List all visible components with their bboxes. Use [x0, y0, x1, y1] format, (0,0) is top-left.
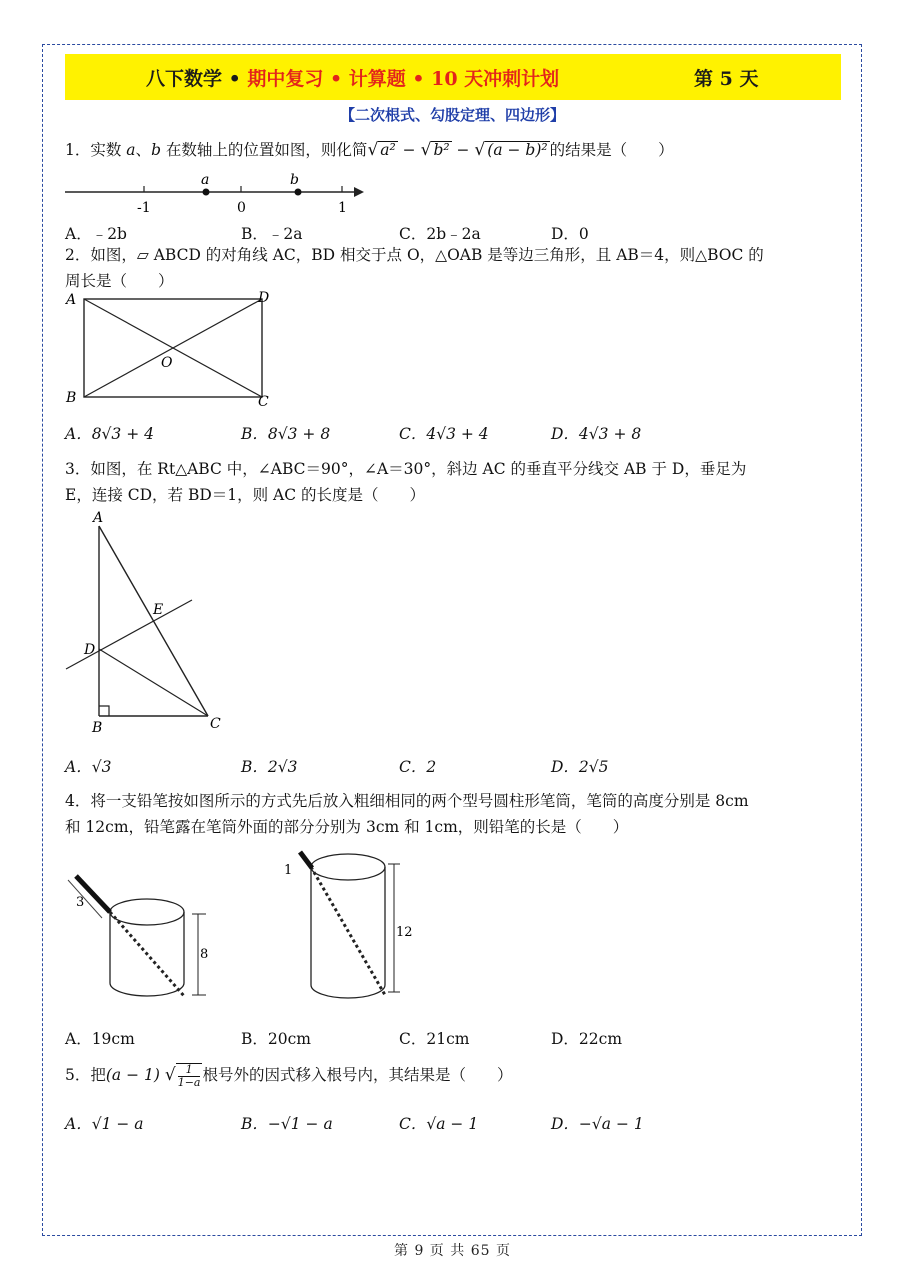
option-a[interactable]: A．﹣2b [65, 225, 127, 243]
vertex-label: D [258, 290, 270, 306]
holder-height: 12 [396, 925, 413, 940]
option-b[interactable]: B．2√3 [241, 758, 298, 776]
holder-height: 8 [200, 947, 209, 962]
vertex-label: B [92, 720, 103, 736]
option-a[interactable]: A．√1 − a [65, 1115, 144, 1133]
cylinder-12 [284, 852, 413, 998]
question-2-options [65, 422, 845, 446]
point-a [203, 189, 210, 196]
option-d[interactable]: D．0 [551, 225, 589, 243]
vertex-label: C [210, 716, 221, 732]
cylinder-8 [68, 876, 208, 996]
option-b[interactable]: B．20cm [241, 1030, 311, 1048]
vertex-label: D [84, 642, 96, 658]
option-b[interactable]: B．﹣2a [241, 225, 303, 243]
title-subject: 八下数学 • [146, 68, 248, 90]
question-5-stem: 5．把(a − 1) √ $\frac{1}{1-a}$ 根号外的因式移入根号内，其结果是（ ） [65, 1063, 513, 1089]
question-4-stem: 4．将一支铅笔按如图所示的方式先后放入粗细相同的两个型号圆柱形笔筒，笔筒的高度分别是 8cm 和 12cm，铅笔露在笔筒外面的部分分别为 3cm 和 1cm，则铅笔的长是（ ） [65, 792, 749, 836]
question-3-options [65, 755, 845, 779]
question-5-options [65, 1112, 845, 1136]
question-4-options [65, 1027, 845, 1051]
option-a[interactable]: A．19cm [65, 1030, 135, 1048]
title-plan: 期中复习 • 计算题 • 10 天冲刺计划 [247, 68, 560, 90]
tick-label: 0 [237, 200, 246, 216]
rectangle-figure [60, 288, 290, 413]
vertex-label: A [66, 292, 77, 308]
vertex-label: O [161, 355, 173, 371]
option-c[interactable]: C．4√3 + 4 [399, 425, 489, 443]
option-d[interactable]: D．2√5 [551, 758, 609, 776]
radicand-1: a² [380, 141, 396, 159]
vertex-label: A [93, 510, 104, 526]
question-3-stem: 3．如图，在 Rt△ABC 中，∠ABC＝90°，∠A＝30°，斜边 AC 的垂直平分线交 AB 于 D，垂足为 E，连接 CD，若 BD＝1，则 AC 的长度是（ ） [65, 460, 747, 504]
question-2-stem: 2．如图，▱ ABCD 的对角线 AC，BD 相交于点 O，△OAB 是等边三角形，且 AB＝4，则△BOC 的 周长是（ ） [65, 246, 764, 290]
point-label: a [201, 172, 210, 188]
radicand-3: (a − b)² [487, 141, 548, 159]
number-line-figure [60, 168, 370, 220]
exposed-length: 3 [76, 895, 85, 910]
pencil-holders-figure [60, 840, 440, 1020]
option-c[interactable]: C．2b﹣2a [399, 225, 481, 243]
option-c[interactable]: C．√a − 1 [399, 1115, 479, 1133]
fraction: $\frac{1}{1-a}$ [177, 1063, 201, 1089]
point-b [295, 189, 302, 196]
option-c[interactable]: C．21cm [399, 1030, 470, 1048]
option-b[interactable]: B．8√3 + 8 [241, 425, 331, 443]
option-d[interactable]: D．−√a − 1 [551, 1115, 644, 1133]
option-a[interactable]: A．√3 [65, 758, 112, 776]
vertex-label: E [153, 602, 164, 618]
radicand-2: b² [433, 141, 450, 159]
triangle-figure [60, 506, 240, 736]
option-d[interactable]: D．22cm [551, 1030, 623, 1048]
tick-label: -1 [137, 200, 151, 216]
point-label: b [290, 172, 299, 188]
question-1-stem: 1．实数 a、b 在数轴上的位置如图，则化简√ a² − √ b² − √ (a − b)² 的结果是（ ） [65, 140, 674, 160]
exposed-length: 1 [284, 863, 293, 878]
option-b[interactable]: B．−√1 − a [241, 1115, 333, 1133]
option-d[interactable]: D．4√3 + 8 [551, 425, 642, 443]
page-number: 第 9 页 共 65 页 [394, 1243, 511, 1259]
option-a[interactable]: A．8√3 + 4 [65, 425, 154, 443]
vertex-label: B [66, 390, 77, 406]
topic-subtitle: 【二次根式、勾股定理、四边形】 [339, 106, 565, 124]
tick-label: 1 [338, 200, 347, 216]
vertex-label: C [258, 394, 269, 410]
page-title [146, 64, 559, 91]
day-label: 第 5 天 [694, 68, 759, 90]
option-c[interactable]: C．2 [399, 758, 437, 776]
